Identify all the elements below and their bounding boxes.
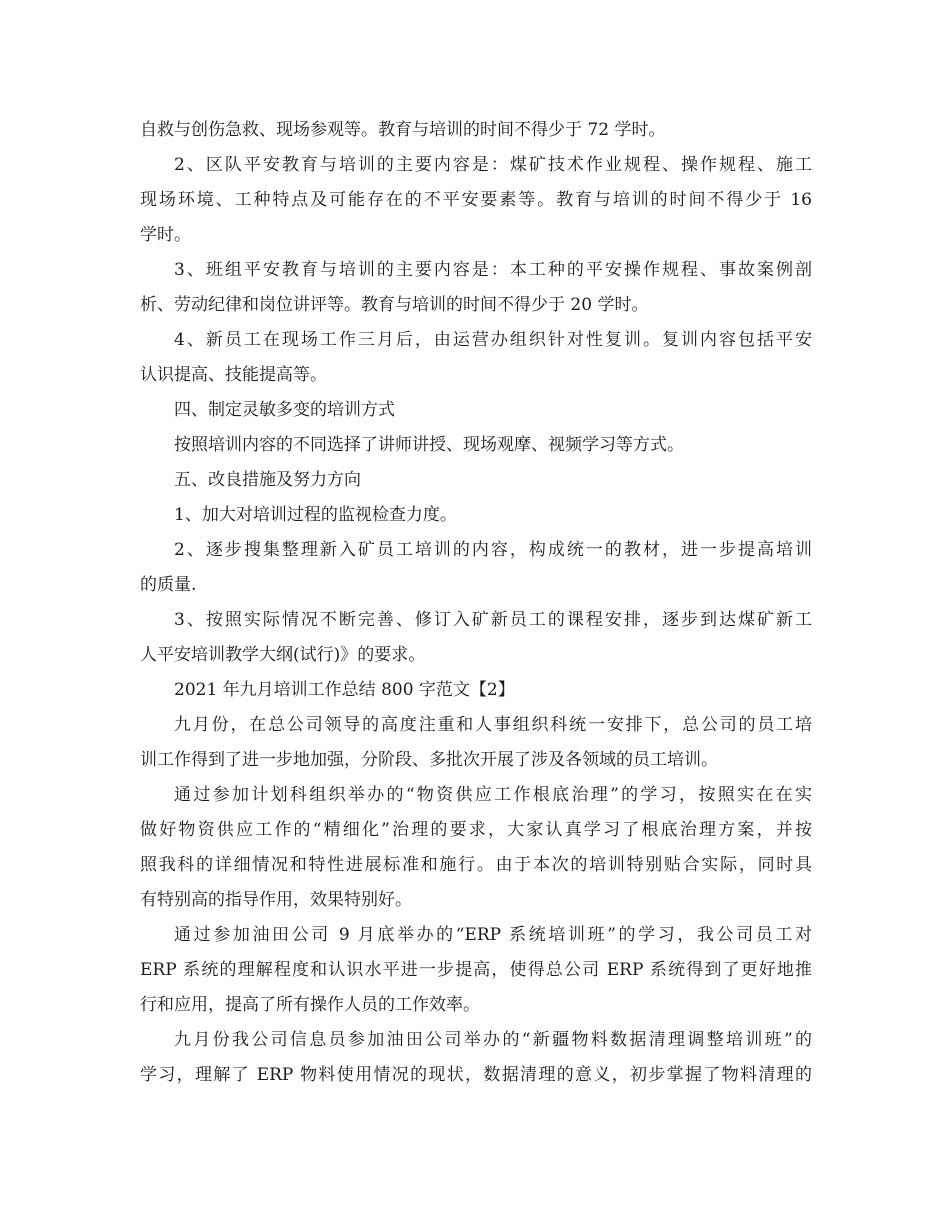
text-line <box>0 955 950 985</box>
text-line <box>0 1025 950 1055</box>
section-heading <box>0 465 950 495</box>
line-text: 通过参加计划科组织举办的“物资供应工作根底治理”的学习，按照实在在实 <box>174 785 812 805</box>
text-line <box>0 780 950 810</box>
text-line <box>0 360 950 390</box>
text-line <box>0 920 950 950</box>
line-text: 2、逐步搜集整理新入矿员工培训的内容，构成统一的教材，进一步提高培训 <box>174 540 812 560</box>
text-line <box>0 185 950 215</box>
text-line <box>0 710 950 740</box>
text-line <box>0 255 950 285</box>
line-text: 3、班组平安教育与培训的主要内容是：本工种的平安操作规程、事故案例剖 <box>174 260 812 280</box>
text-line <box>0 500 950 530</box>
line-text: 2、区队平安教育与培训的主要内容是：煤矿技术作业规程、操作规程、施工 <box>174 155 812 175</box>
line-text: 九月份我公司信息员参加油田公司举办的“新疆物料数据清理调整培训班”的 <box>174 1030 812 1050</box>
line-text: 现场环境、工种特点及可能存在的不平安要素等。教育与培训的时间不得少于 16 <box>140 190 812 210</box>
line-text: 按照培训内容的不同选择了讲师讲授、现场观摩、视频学习等方式。 <box>174 435 684 455</box>
text-line <box>0 290 950 320</box>
line-text: 四、制定灵敏多变的培训方式 <box>174 400 395 420</box>
line-text: 九月份，在总公司领导的高度注重和人事组织科统一安排下，总公司的员工培 <box>174 715 812 735</box>
text-line <box>0 815 950 845</box>
section-heading <box>0 675 950 705</box>
line-text: 学习，理解了 ERP 物料使用情况的现状，数据清理的意义，初步掌握了物料清理的 <box>140 1065 812 1085</box>
text-line <box>0 430 950 460</box>
text-line <box>0 150 950 180</box>
line-text: 认识提高、技能提高等。 <box>140 365 327 385</box>
text-line <box>0 115 950 145</box>
text-line <box>0 885 950 915</box>
text-line <box>0 535 950 565</box>
text-line <box>0 990 950 1020</box>
text-line <box>0 640 950 670</box>
line-text: 五、改良措施及努力方向 <box>174 470 361 490</box>
line-text: 2021 年九月培训工作总结 800 字范文【2】 <box>174 680 515 700</box>
text-line <box>0 570 950 600</box>
line-text: 的质量. <box>140 575 197 595</box>
text-line <box>0 850 950 880</box>
line-text: 人平安培训教学大纲(试行)》的要求。 <box>140 645 426 665</box>
text-line <box>0 325 950 355</box>
line-text: 4、新员工在现场工作三月后，由运营办组织针对性复训。复训内容包括平安 <box>174 330 812 350</box>
line-text: ERP 系统的理解程度和认识水平进一步提高，使得总公司 ERP 系统得到了更好地推 <box>140 960 812 980</box>
line-text: 行和应用，提高了所有操作人员的工作效率。 <box>140 995 480 1015</box>
line-text: 训工作得到了进一步地加强，分阶段、多批次开展了涉及各领域的员工培训。 <box>140 750 718 770</box>
line-text: 学时。 <box>140 225 191 245</box>
line-text: 照我科的详细情况和特性进展标准和施行。由于本次的培训特别贴合实际，同时具 <box>140 855 812 875</box>
line-text: 3、按照实际情况不断完善、修订入矿新员工的课程安排，逐步到达煤矿新工 <box>174 610 812 630</box>
text-line <box>0 220 950 250</box>
section-heading <box>0 395 950 425</box>
text-line <box>0 745 950 775</box>
text-line <box>0 605 950 635</box>
line-text: 析、劳动纪律和岗位讲评等。教育与培训的时间不得少于 20 学时。 <box>140 295 649 315</box>
line-text: 做好物资供应工作的“精细化”治理的要求，大家认真学习了根底治理方案，并按 <box>140 820 812 840</box>
line-text: 有特别高的指导作用，效果特别好。 <box>140 890 412 910</box>
line-text: 通过参加油田公司 9 月底举办的“ERP 系统培训班”的学习，我公司员工对 <box>174 925 812 945</box>
text-line <box>0 1060 950 1090</box>
line-text: 自救与创伤急救、现场参观等。教育与培训的时间不得少于 72 学时。 <box>140 120 666 140</box>
line-text: 1、加大对培训过程的监视检查力度。 <box>174 505 457 525</box>
